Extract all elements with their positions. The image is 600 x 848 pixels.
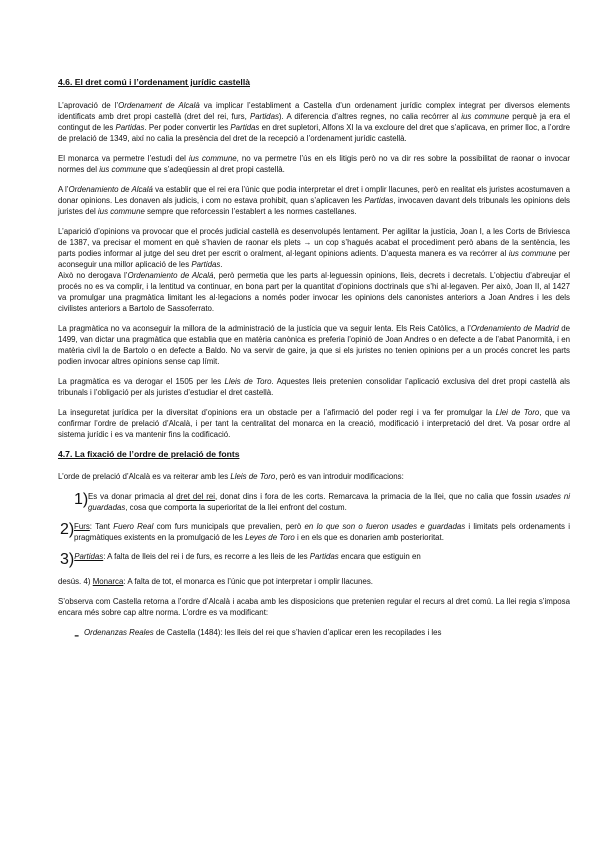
list-item [58, 551, 570, 569]
list-item-number: 1) [74, 491, 89, 508]
dash-marker: - [74, 627, 80, 644]
list-item [58, 491, 570, 513]
paragraph-1: L’aprovació de l’Ordenament de Alcalà va implicar l’establiment a Castella d’un ordenament jurídic complex integrat per diversos elements identificats amb dret propi castellà (dret del rei, furs, Partidas). A diferencia d’altres regnes, no calia recórrer al ius commune perquè ja era el contingut de les Partidas. Per poder convertir les Partidas en dret supletori, Alfons XI la va excloure del dret que s’aplicava, en primer lloc, a l’ordre de prelació de 1349, així no calia la presència del dret de la recepció a l’ordenament jurídic castellà. [58, 101, 570, 143]
paragraph-4: L’aparició d’opinions va provocar que el procés judicial castellà es desenvolupés lentament. Per agilitar la justícia, Joan I, a les Corts de Briviesca de 1387, va precisar el moment en què s’havien de raonar els plets → un cop s’hagués acabat el procediment però abans de la sentència, les parts podies informar al jutge del seu dret per escrit o oralment, al·legant opinions adients. D’aquesta manera es va recórrer al ius commune per aconseguir una millor aplicació de les Partidas. [58, 227, 570, 269]
section-heading-4-7: 4.7. La fixació de l’ordre de prelació de fonts [58, 449, 240, 459]
list-item-number: 2) [60, 521, 75, 538]
list-item-text: Es va donar primacia al dret del rei, donat dins i fora de les corts. Remarcava la primacia de la llei, que no calia que fossin usades ni guardadas, cosa que comporta la superioritat de la llei enfront del costum. [88, 492, 570, 512]
list-item-continuation: desús. 4) Monarca: A falta de tot, el monarca es l’únic que pot interpretar i omplir llacunes. [58, 577, 373, 586]
paragraph-3: A l’Ordenamiento de Alcalá va establir que el rei era l’únic que podia interpretar el dret i omplir llacunes, però en realitat els juristes acostumaven a donar opinions. Les donaven als judicis, i com no estava prohibit, quan s’aplicaven les Partidas, invocaven davant dels tribunals les opinions dels juristes del ius commune sempre que reforcessin l’establert a les normes castellanes. [58, 185, 570, 216]
list-item-text: Furs: Tant Fuero Real com furs municipals que prevalien, però en lo que son o fueron usades e guardadas i limitats pels ordenaments i pragmàtiques existents en la promulgació de les Leyes de Toro i en els que es donarien amb posterioritat. [74, 522, 570, 542]
section-heading-4-6: 4.6. El dret comú i l’ordenament jurídic castellà [58, 77, 250, 87]
paragraph-6: La pragmàtica no va aconseguir la millora de la administració de la justícia que va seguir lenta. Els Reis Catòlics, a l’Ordenamiento de Madrid de 1499, van dictar una pragmàtica que establia que en matèria canònica es preferia l’opinió de Joan Andres o en defecte a de l’abat Panormità, i en matèria civil la de Bartolo o en defecte a Baldo. No va servir de gaire, ja que si els juristes no tenien opinions per a un procés concret les parts podien invocar altres opinions sense cap límit. [58, 324, 570, 366]
paragraph-after-list: S’observa com Castella retorna a l’ordre d’Alcalà i acaba amb les disposicions que pretenien regular el recurs al dret comú. La llei regia s’imposa encara més sobre cap altre norma. L’ordre es va modificant: [58, 597, 570, 617]
dash-list-item [58, 627, 570, 645]
document-page [58, 76, 570, 645]
modifications-list [58, 491, 570, 587]
paragraph-5: Això no derogava l’Ordenamiento de Alcalá, però permetia que les parts al·leguessin opinions, lleis, decrets i decretals. L’objectiu d’abreujar el procés no es va complir, i la lentitud va continuar, en bona part per la quantitat d’opinions doctrinals que s’hi al·legaven. Per això, Joan II, al 1427 va promulgar una pragmàtica limitant les al·legacions a només poder invocar les opinions dels canonistes anteriors a Joan Andres i les dels civilistes anteriors a Bartolo de Sassoferrato. [58, 271, 570, 313]
paragraph-7: La pragmàtica es va derogar el 1505 per les Lleis de Toro. Aquestes lleis pretenien consolidar l’aplicació exclusiva del dret propi castellà als tribunals i l’obligació per als juristes d’estudiar el dret castellà. [58, 377, 571, 397]
list-item-text: Partidas: A falta de lleis del rei i de furs, es recorre a les lleis de les Partidas encara que estiguin en [74, 552, 421, 561]
dash-item-text: Ordenanzas Reales de Castella (1484): les lleis del rei que s’havien d’aplicar eren les recopilades i les [84, 628, 442, 637]
paragraph-intro-4-7: L’orde de prelació d’Alcalà es va reiterar amb les Lleis de Toro, però es van introduir modificacions: [58, 472, 404, 481]
list-item [58, 521, 570, 543]
paragraph-8: La inseguretat jurídica per la diversitat d’opinions era un obstacle per a l’afirmació del poder regi i va fer promulgar la Llei de Toro, que va confirmar l’ordre de prelació d’Alcalà, i per tant la centralitat del monarca en la creació, modificació i interpretació del dret. Va posar ordre al sistema jurídic i es va mantenir fins la codificació. [58, 408, 570, 439]
list-item-number: 3) [60, 551, 75, 568]
paragraph-2: El monarca va permetre l’estudi del ius commune, no va permetre l’ús en els litigis però no va dir res sobre la possibilitat de raonar o invocar normes del ius commune que s’adeqüessin al dret propi castellà. [58, 154, 570, 174]
